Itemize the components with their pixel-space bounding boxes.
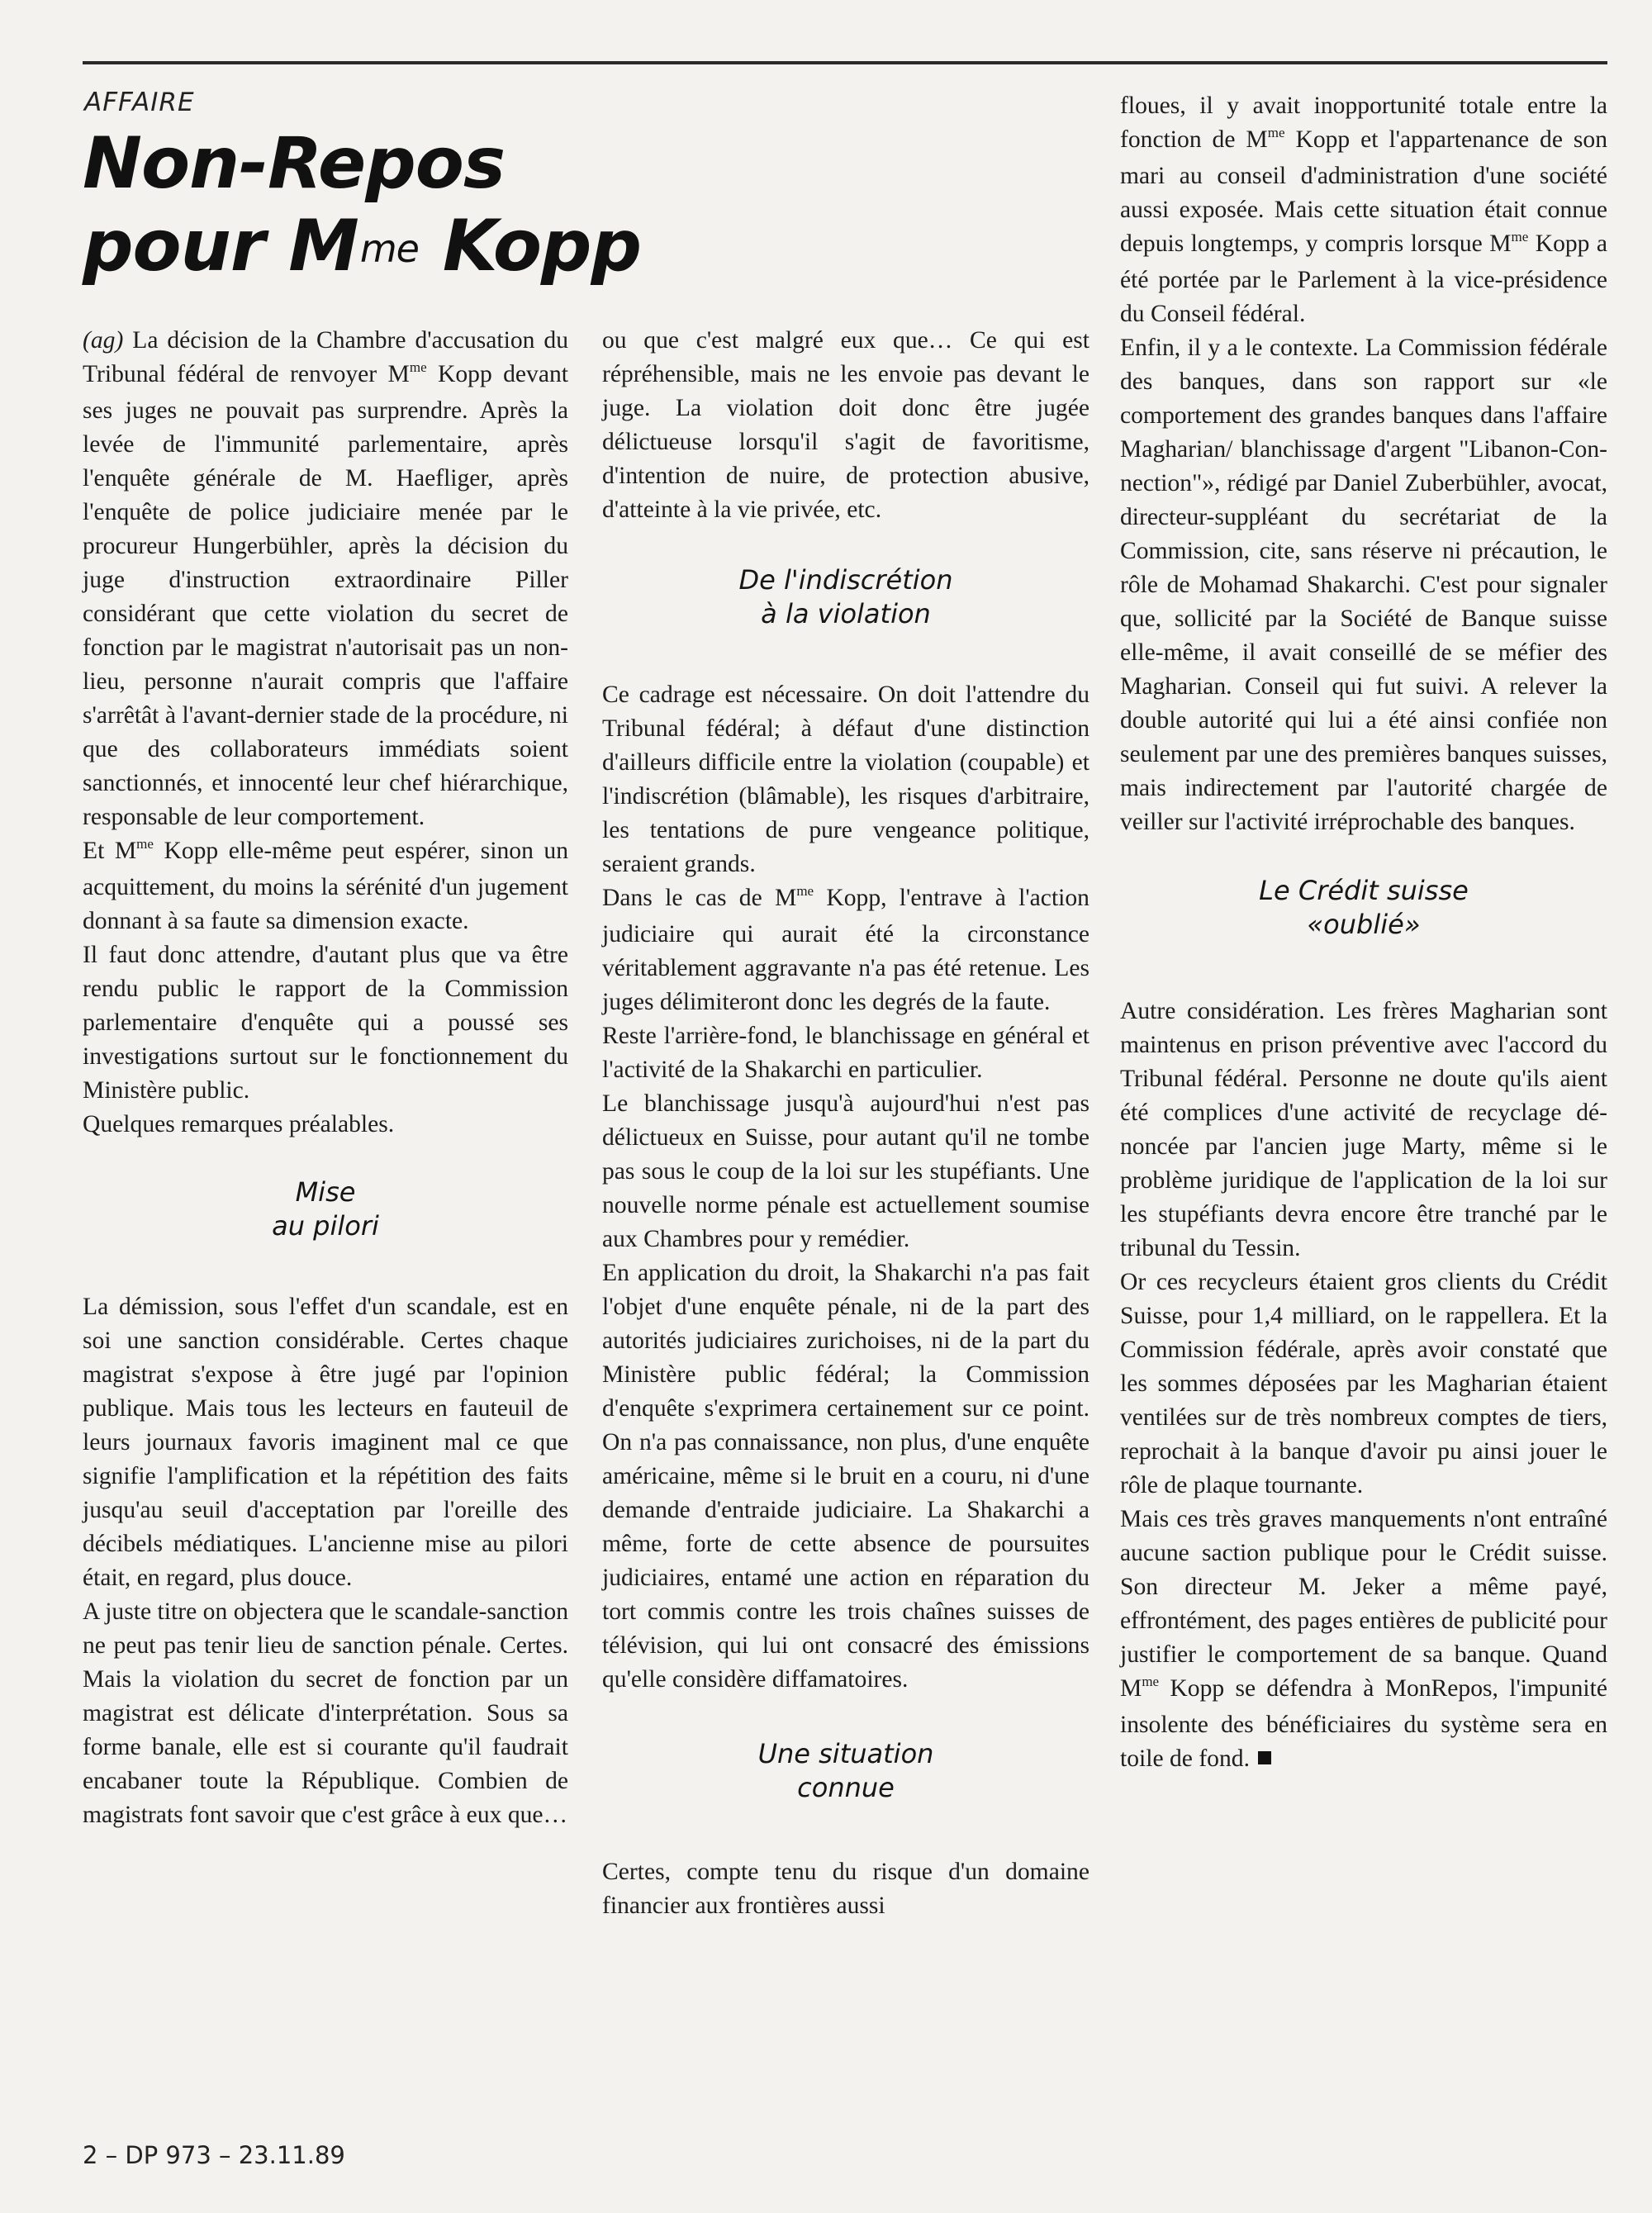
subheading-mise-au-pilori: Mise au pilori bbox=[272, 1176, 379, 1242]
paragraph: (ag) La décision de la Chambre d'accusation du Tribunal fédéral de renvoyer $M^{me}$ Kopp devant ses juges ne pouvait pas surprendre. Après la levée de l'immunité parlementaire, après l'enquête générale de M. Haefliger, après l'enquête de police judiciaire menée par le procureur Hungerbühler, après la décision du juge d'instruction extraordinaire Piller considérant que cette violation du secret de fonction par le magistrat n'autorisait pas un non-lieu, personne n'aurait compris que l'affaire s'arrêtât à l'avant-dernier stade de la procédure, ni que des collaborateurs immédiats soient sanctionnés, et innocenté leur chef hiérarchique, responsable de leur comportement. bbox=[83, 327, 568, 830]
paragraph: La démission, sous l'effet d'un scandale, est en soi une sanction considérable. Certes chaque magistrat s'expose à être jugé par l'opinion publique. Mais tous les lecteurs en fauteuil de leurs journaux favoris imaginent mal ce que signifie l'amplification et la répétition des faits jusqu'au seuil d'acceptation par l'oreille des décibels médiatiques. L'ancienne mise au pilori était, en regard, plus douce. bbox=[83, 1294, 568, 1591]
section-kicker: AFFAIRE bbox=[84, 88, 195, 117]
column-1 bbox=[83, 324, 568, 1832]
paragraph: Certes, compte tenu du risque d'un domaine financier aux frontières aussi bbox=[602, 1859, 1089, 1919]
end-of-article-mark bbox=[1258, 1751, 1271, 1764]
subheading-indiscretion: De l'indiscrétion à la violation bbox=[738, 564, 953, 629]
paragraph: Et $M^{me}$ Kopp elle-même peut espérer, sinon un acquittement, du moins la sérénité d'un jugement donnant à sa faute sa dimension exacte. bbox=[83, 836, 568, 934]
author-initials: (ag) bbox=[83, 327, 124, 354]
subheading-situation-connue: Une situation connue bbox=[757, 1738, 934, 1803]
subheading-credit-suisse: Le Crédit suisse «oublié» bbox=[1259, 875, 1469, 940]
paragraph: Quelques remarques préalables. bbox=[83, 1111, 395, 1137]
paragraph: A juste titre on objectera que le scandale-sanction ne peut pas tenir lieu de sanction pénale. Certes. Mais la violation du secret de fonction par un magistrat est délicate d'interprétation. Sous sa forme banale, elle est si courante qu'il faudrait encabaner toute la République. Combien de magistrats font savoir que c'est grâce à eux que… bbox=[83, 1598, 568, 1828]
headline-line-2: pour M bbox=[83, 205, 358, 287]
paragraph: Ce cadrage est nécessaire. On doit l'attendre du Tribunal fédéral; à défaut d'une distinction d'ailleurs difficile entre la violation (coupable) et l'indiscrétion (blâmable), les risques d'arbitraire, les tentations de pure vengeance politique, seraient grands. bbox=[602, 681, 1089, 877]
column-3 bbox=[1120, 89, 1607, 1776]
top-rule bbox=[83, 61, 1607, 64]
paragraph: Reste l'arrière-fond, le blanchissage en général et l'activité de la Shakarchi en particulier. bbox=[602, 1023, 1089, 1083]
paragraph: Le blanchissage jusqu'à aujourd'hui n'est pas délictueux en Suisse, pour autant qu'il ne tombe pas sous le coup de la loi sur les stupéfiants. Une nouvelle norme pénale est actuellement soumise aux Chambres pour y remédier. bbox=[602, 1090, 1089, 1252]
paragraph: floues, il y avait inopportunité totale entre la fonction de $M^{me}$ Kopp et l'appartenance de son mari au conseil d'administration d'une société aussi exposée. Mais cette situation était connue depuis longtemps, y compris lorsque $M^{me}$ Kopp a été portée par le Parlement à la vice-présidence du Conseil fédéral. bbox=[1120, 93, 1608, 327]
paragraph: Mais ces très graves manquements n'ont entraîné aucune saction publique pour le Crédit suisse. Son directeur M. Jeker a même payé, effrontément, des pages entières de publicité pour justifier le comportement de sa banque. Quand $M^{me}$ Kopp se défendra à MonRepos, l'impunité insolente des bénéficiaires du système sera en toile de fond. bbox=[1120, 1506, 1607, 1772]
article-headline bbox=[83, 122, 641, 298]
headline-name: Kopp bbox=[418, 205, 642, 287]
headline-superscript: me bbox=[359, 226, 419, 271]
paragraph: Enfin, il y a le contexte. La Commission fédérale des banques, dans son rapport sur «le comportement des grandes banques dans l'affaire Magharian/ blanchissage d'argent "Libanon-Connection"», rédigé par Daniel Zuberbühler, avocat, directeur-suppléant du secrétariat de la Commission, cite, sans réserve ni précaution, le rôle de Mohamad Shakarchi. C'est pour signaler que, sollicité par la Société de Banque suisse elle-même, il avait conseillé de se méfier des Magharian. Conseil qui fut suivi. A relever la double autorité qui lui a été ainsi confiée non seulement par une des premières banques suisses, mais indirectement par l'autorité chargée de veiller sur l'activité irréprochable des banques. bbox=[1120, 335, 1607, 835]
headline-line-1: Non-Repos bbox=[83, 122, 506, 205]
paragraph: ou que c'est malgré eux que… Ce qui est répréhensible, mais ne les envoie pas devant le juge. La violation doit donc être jugée délictueuse lorsqu'il s'agit de favoritisme, d'intention de nuire, de protection abusive, d'atteinte à la vie privée, etc. bbox=[602, 327, 1089, 523]
paragraph: Dans le cas de $M^{me}$ Kopp, l'entrave à l'action judiciaire qui aurait été la circonstance véritablement aggravante n'a pas été retenue. Les juges délimiteront donc les degrés de la faute. bbox=[602, 883, 1089, 1015]
paragraph: Or ces recycleurs étaient gros clients du Crédit Suisse, pour 1,4 milliard, on le rappellera. Et la Commission fédérale, après avoir constaté que les sommes déposées par les Magharian étaient ventilées sur de très nombreux comptes de tiers, reprochait à la banque d'avoir pu ainsi jouer le rôle de plaque tournante. bbox=[1120, 1269, 1607, 1498]
page-folio: 2 – DP 973 – 23.11.89 bbox=[83, 2141, 345, 2169]
paragraph: En application du droit, la Shakarchi n'a pas fait l'objet d'une enquête pénale, ni de la part des autorités judiciaires zurichoises, ni de la part du Ministère public fédéral; la Commission d'enquête s'exprimera certainement sur ce point. On n'a pas connaissance, non plus, d'une enquête américaine, même si le bruit en a couru, ni d'une demande d'entraide judiciaire. La Shakarchi a même, forte de cette absence de poursuites judiciaires, entamé une action en réparation du tort commis contre les trois chaînes suisses de télévision, qui lui ont consacré des émissions qu'elle considère diffamatoires. bbox=[602, 1260, 1089, 1693]
paragraph: Autre considération. Les frères Magharian sont maintenus en prison préventive avec l'accord du Tribunal fédéral. Personne ne doute qu'ils aient été complices d'une activité de recyclage dénoncée par l'ancien juge Marty, même si le problème juridique de l'application de la loi sur les stupéfiants devra encore être tranché par le tribunal du Tessin. bbox=[1120, 998, 1607, 1261]
paragraph: Il faut donc attendre, d'autant plus que va être rendu public le rapport de la Commission parlementaire d'enquête qui a poussé ses investigations surtout sur le fonctionnement du Ministère public. bbox=[83, 942, 568, 1104]
column-2 bbox=[602, 324, 1089, 1923]
